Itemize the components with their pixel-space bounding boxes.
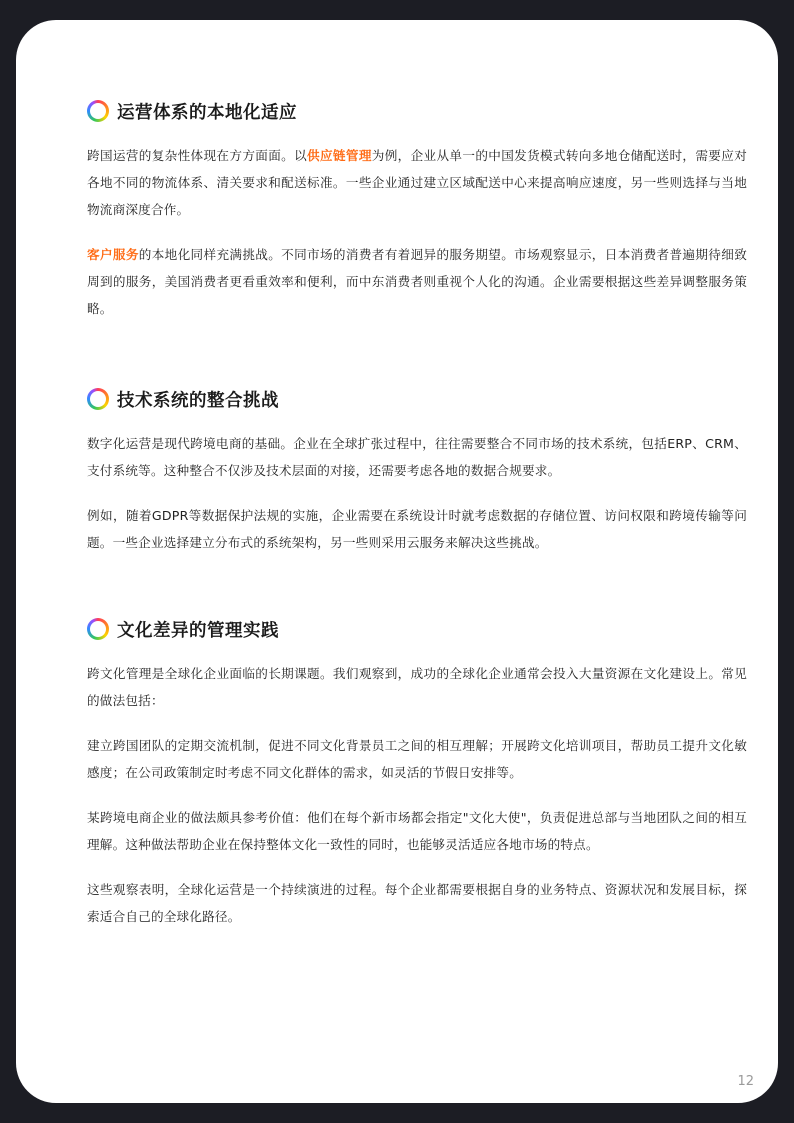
ring-bullet-icon [87,618,109,640]
paragraph: 跨文化管理是全球化企业面临的长期课题。我们观察到，成功的全球化企业通常会投入大量资源在文化建设上。常见的做法包括： [87,666,747,708]
page-number: 12 [737,1074,754,1089]
section-tech-integration [87,384,747,574]
paragraph: 例如，随着GDPR等数据保护法规的实施，企业需要在系统设计时就考虑数据的存储位置、访问权限和跨境传输等问题。一些企业选择建立分布式的系统架构，另一些则采用云服务来解决这些挑战。 [87,508,747,550]
section-title: 技术系统的整合挑战 [117,390,279,411]
section-title: 文化差异的管理实践 [117,620,279,641]
paragraph: 这些观察表明，全球化运营是一个持续演进的过程。每个企业都需要根据自身的业务特点、资源状况和发展目标，探索适合自己的全球化路径。 [87,882,747,924]
highlight-term: 客户服务 [87,247,139,262]
paragraph-text: 的本地化同样充满挑战。不同市场的消费者有着迥异的服务期望。市场观察显示，日本消费者普遍期待细致周到的服务，美国消费者更看重效率和便利，而中东消费者则重视个人化的沟通。企业需要根据这些差异调整服务策略。 [87,247,747,316]
paragraph-text: 跨国运营的复杂性体现在方方面面。以 [87,148,308,163]
ring-bullet-icon [87,100,109,122]
section-localization [87,96,747,340]
paragraph: 建立跨国团队的定期交流机制，促进不同文化背景员工之间的相互理解；开展跨文化培训项目，帮助员工提升文化敏感度；在公司政策制定时考虑不同文化群体的需求，如灵活的节假日安排等。 [87,738,747,780]
section-heading [87,614,747,644]
highlight-term: 供应链管理 [307,148,372,163]
ring-bullet-icon [87,388,109,410]
section-title: 运营体系的本地化适应 [117,102,297,123]
section-heading [87,384,747,414]
paragraph [87,142,747,223]
paragraph [87,241,747,322]
section-heading [87,96,747,126]
document-page [16,20,778,1103]
paragraph-text: 为例，企业从单一的中国发货模式转向多地仓储配送时，需要应对各地不同的物流体系、清关要求和配送标准。一些企业通过建立区域配送中心来提高响应速度，另一些则选择与当地物流商深度合作。 [87,148,747,217]
section-culture-management [87,614,747,948]
paragraph: 数字化运营是现代跨境电商的基础。企业在全球扩张过程中，往往需要整合不同市场的技术系统，包括ERP、CRM、支付系统等。这种整合不仅涉及技术层面的对接，还需要考虑各地的数据合规要求。 [87,436,747,478]
paragraph: 某跨境电商企业的做法颇具参考价值：他们在每个新市场都会指定"文化大使"，负责促进总部与当地团队之间的相互理解。这种做法帮助企业在保持整体文化一致性的同时，也能够灵活适应各地市场的特点。 [87,810,747,852]
